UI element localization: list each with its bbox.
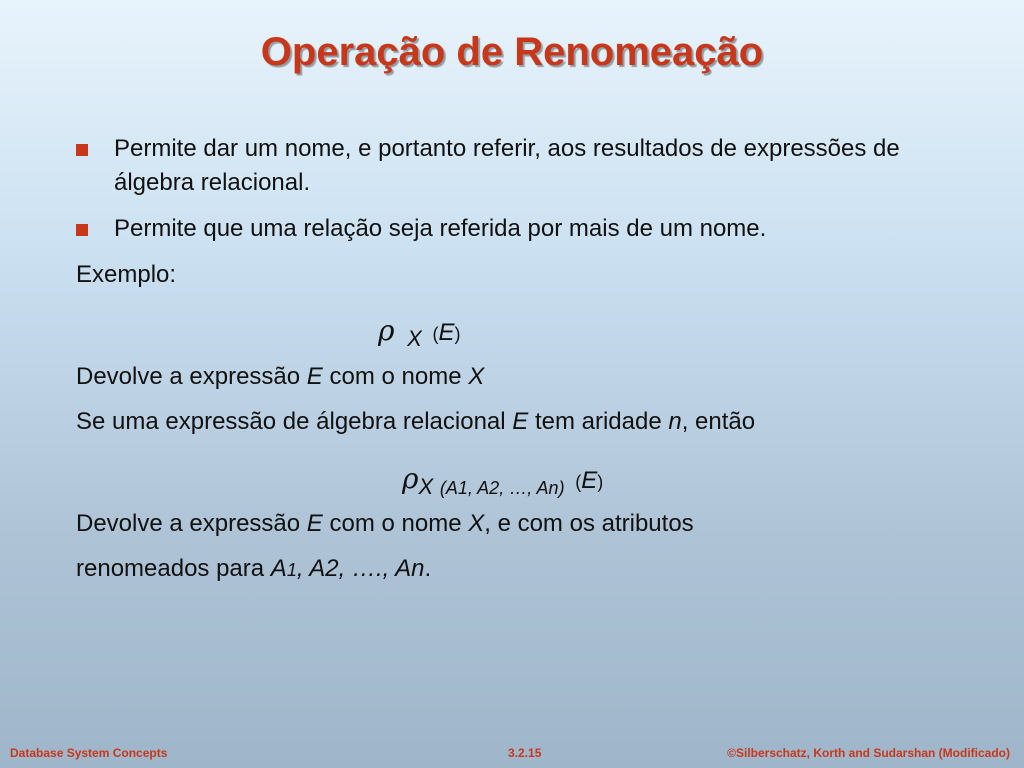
- rename-formula: ρ X (E): [378, 314, 461, 351]
- footer-book-title: Database System Concepts: [10, 746, 168, 760]
- rho-symbol: ρ: [402, 462, 419, 495]
- text-line: Devolve a expressão E com o nome X, e com os atributos: [76, 510, 694, 537]
- text-line: Devolve a expressão E com o nome X: [76, 363, 485, 390]
- square-bullet-icon: [76, 224, 88, 236]
- footer-slide-number: 3.2.15: [508, 746, 542, 760]
- bullet-text: Permite que uma relação seja referida por mais de um nome.: [114, 215, 767, 242]
- attribute-list: A1, A2, …, An: [445, 478, 559, 498]
- slide-title: Operação de Renomeação: [260, 30, 764, 74]
- bullet-text: Permite dar um nome, e portanto referir, aos resultados de expressões de álgebra relacional.: [114, 135, 900, 196]
- text-line: Se uma expressão de álgebra relacional E tem aridade n, então: [76, 408, 756, 435]
- text-line: renomeados para A1, A2, …., An.: [76, 555, 432, 582]
- square-bullet-icon: [76, 144, 88, 156]
- footer-copyright: ©Silberschatz, Korth and Sudarshan (Modificado): [727, 746, 1010, 760]
- formula-subscript: X: [407, 326, 422, 351]
- example-label: Exemplo:: [76, 261, 177, 288]
- formula-subscript: X: [418, 474, 434, 499]
- rename-attributes-formula: ρX $_{(A1, A2, \dots, An)}$ (E): [402, 462, 604, 499]
- rho-symbol: ρ: [378, 314, 395, 347]
